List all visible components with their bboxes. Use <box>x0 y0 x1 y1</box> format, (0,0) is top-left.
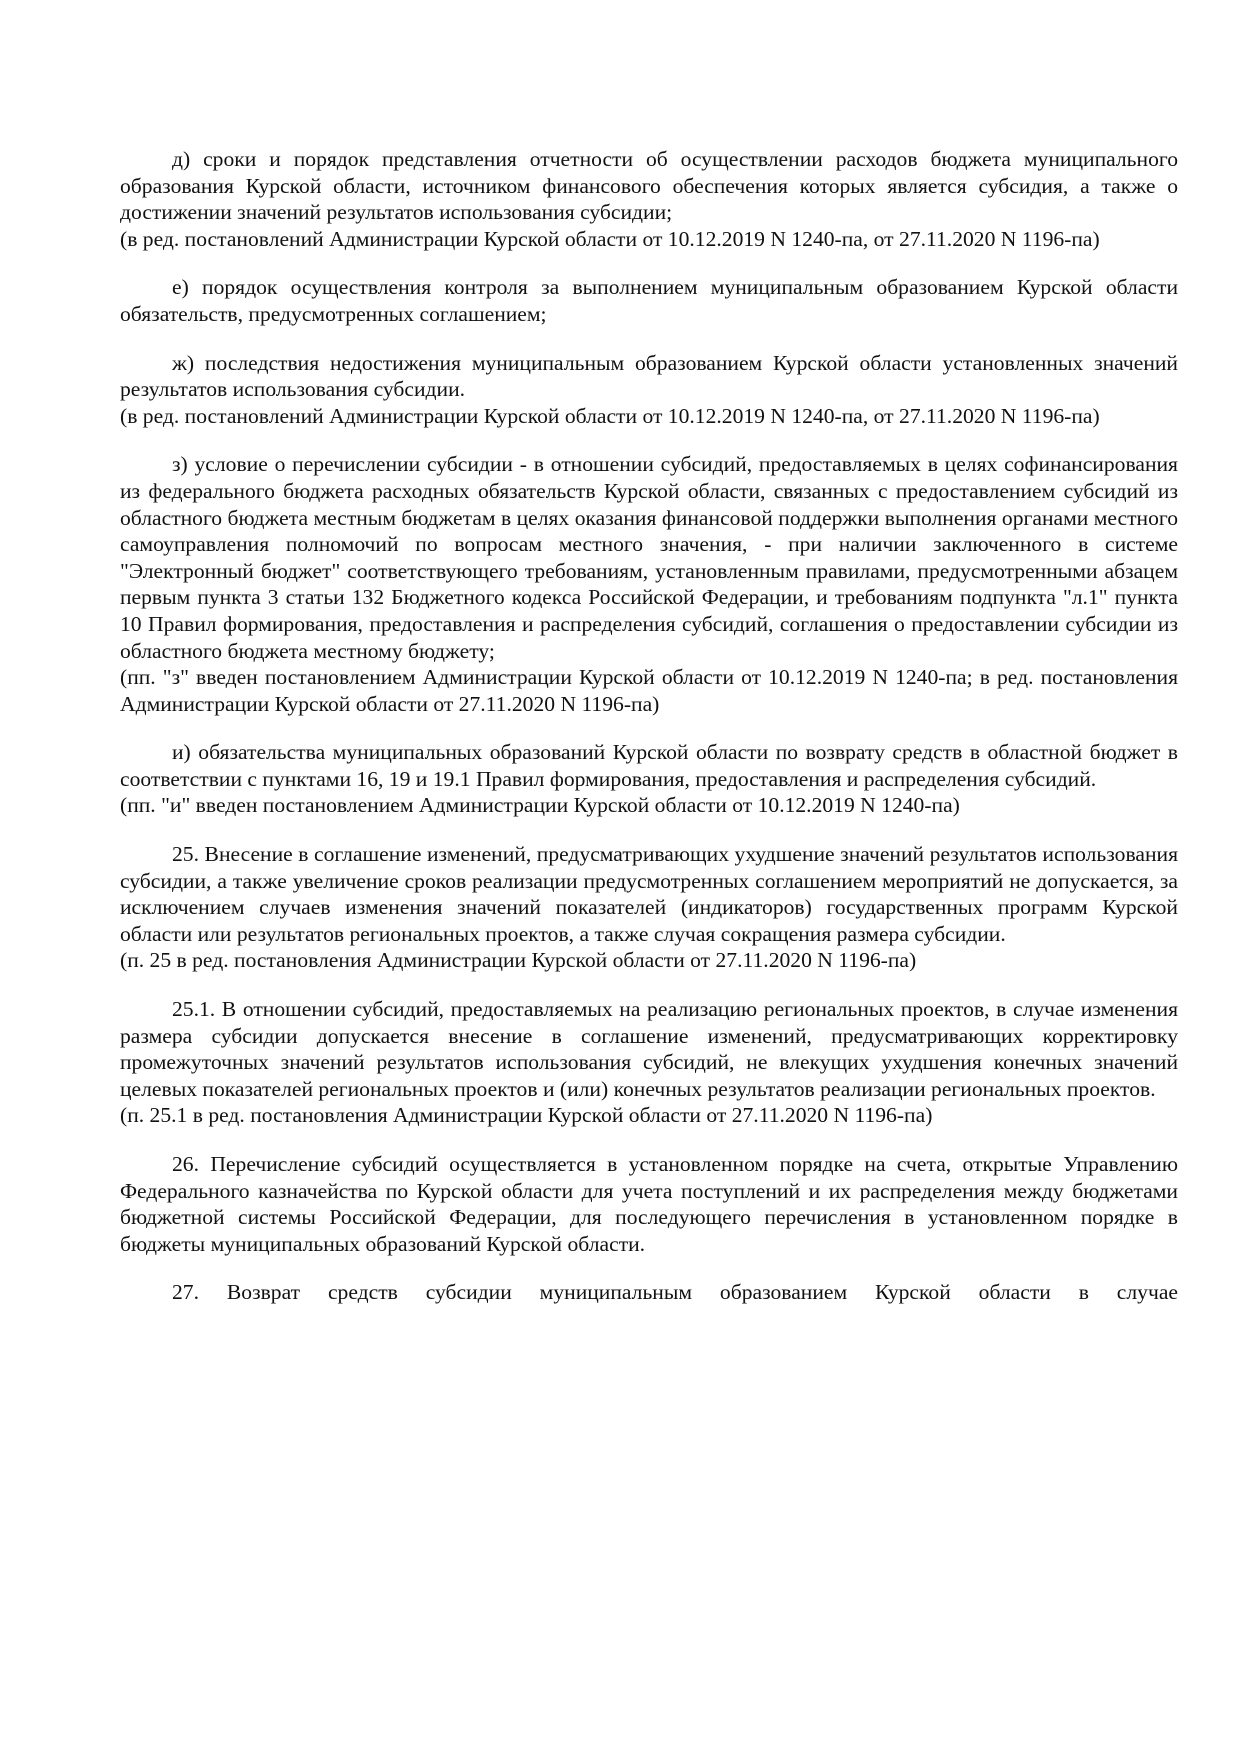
paragraph-text: 25.1. В отношении субсидий, предоставляемых на реализацию региональных проектов, в случае изменения размера субсидии допускается внесение в соглашение изменений, предусматривающих корректировку промежуточных значений результатов использования субсидий, не влекущих ухудшения конечных значений целевых показателей региональных проектов и (или) конечных результатов реализации региональных проектов. <box>120 997 1178 1101</box>
subitem-e <box>120 274 1178 327</box>
paragraph-text: и) обязательства муниципальных образований Курской области по возврату средств в областной бюджет в соответствии с пунктами 16, 19 и 19.1 Правил формирования, предоставления и распределения субсидий. <box>120 740 1178 791</box>
paragraph-text: д) сроки и порядок представления отчетности об осуществлении расходов бюджета муниципального образования Курской области, источником финансового обеспечения которых является субсидия, а также о достижении значений результатов использования субсидии; <box>120 147 1178 225</box>
clause-25 <box>120 841 1178 974</box>
paragraph-text: з) условие о перечислении субсидии - в отношении субсидий, предоставляемых в целях софинансирования из федерального бюджета расходных обязательств Курской области, связанных с предоставлением субсидий из областного бюджета местным бюджетам в целях оказания финансовой поддержки выполнения органами местного самоуправления полномочий по вопросам местного значения, - при наличии заключенного в системе "Электронный бюджет" соответствующего требованиям, установленным правилами, предусмотренными абзацем первым пункта 3 статьи 132 Бюджетного кодекса Российской Федерации, и требованиям подпункта "л.1" пункта 10 Правил формирования, предоставления и распределения субсидий, соглашения о предоставлении субсидии из областного бюджета местному бюджету; <box>120 452 1178 663</box>
paragraph-text: ж) последствия недостижения муниципальным образованием Курской области установленных значений результатов использования субсидии. <box>120 350 1178 402</box>
clause-26 <box>120 1151 1178 1257</box>
amendment-note: (пп. "з" введен постановлением Администрации Курской области от 10.12.2019 N 1240-па; в ред. постановления Администрации Курской области от 27.11.2020 N 1196-па) <box>120 665 1178 716</box>
amendment-note: (п. 25.1 в ред. постановления Администрации Курской области от 27.11.2020 N 1196-па) <box>120 1103 933 1128</box>
subitem-d <box>120 146 1178 252</box>
amendment-note: (в ред. постановлений Администрации Курской области от 10.12.2019 N 1240-па, от 27.11.2020 N 1196-па) <box>120 403 1100 428</box>
paragraph-text: е) порядок осуществления контроля за выполнением муниципальным образованием Курской области обязательств, предусмотренных соглашением; <box>120 275 1178 326</box>
amendment-note: (пп. "и" введен постановлением Администрации Курской области от 10.12.2019 N 1240-па) <box>120 793 960 818</box>
subitem-zh <box>120 350 1178 430</box>
clause-27 <box>120 1279 1178 1306</box>
amendment-note: (в ред. постановлений Администрации Курской области от 10.12.2019 N 1240-па, от 27.11.2020 N 1196-па) <box>120 226 1100 251</box>
paragraph-text: 26. Перечисление субсидий осуществляется в установленном порядке на счета, открытые Управлению Федерального казначейства по Курской области для учета поступлений и их распределения между бюджетами бюджетной системы Российской Федерации, для последующего перечисления в установленном порядке в бюджеты муниципальных образований Курской области. <box>120 1152 1178 1256</box>
clause-25-1 <box>120 996 1178 1129</box>
subitem-z <box>120 451 1178 717</box>
paragraph-text: 25. Внесение в соглашение изменений, предусматривающих ухудшение значений результатов использования субсидии, а также увеличение сроков реализации предусмотренных соглашением мероприятий не допускается, за исключением случаев изменения значений показателей (индикаторов) государственных программ Курской области или результатов региональных проектов, а также случая сокращения размера субсидии. <box>120 842 1178 946</box>
paragraph-text: 27. Возврат средств субсидии муниципальным образованием Курской области в случае <box>172 1280 1178 1305</box>
subitem-i <box>120 739 1178 819</box>
document-page <box>120 146 1178 1328</box>
amendment-note: (п. 25 в ред. постановления Администрации Курской области от 27.11.2020 N 1196-па) <box>120 948 917 973</box>
